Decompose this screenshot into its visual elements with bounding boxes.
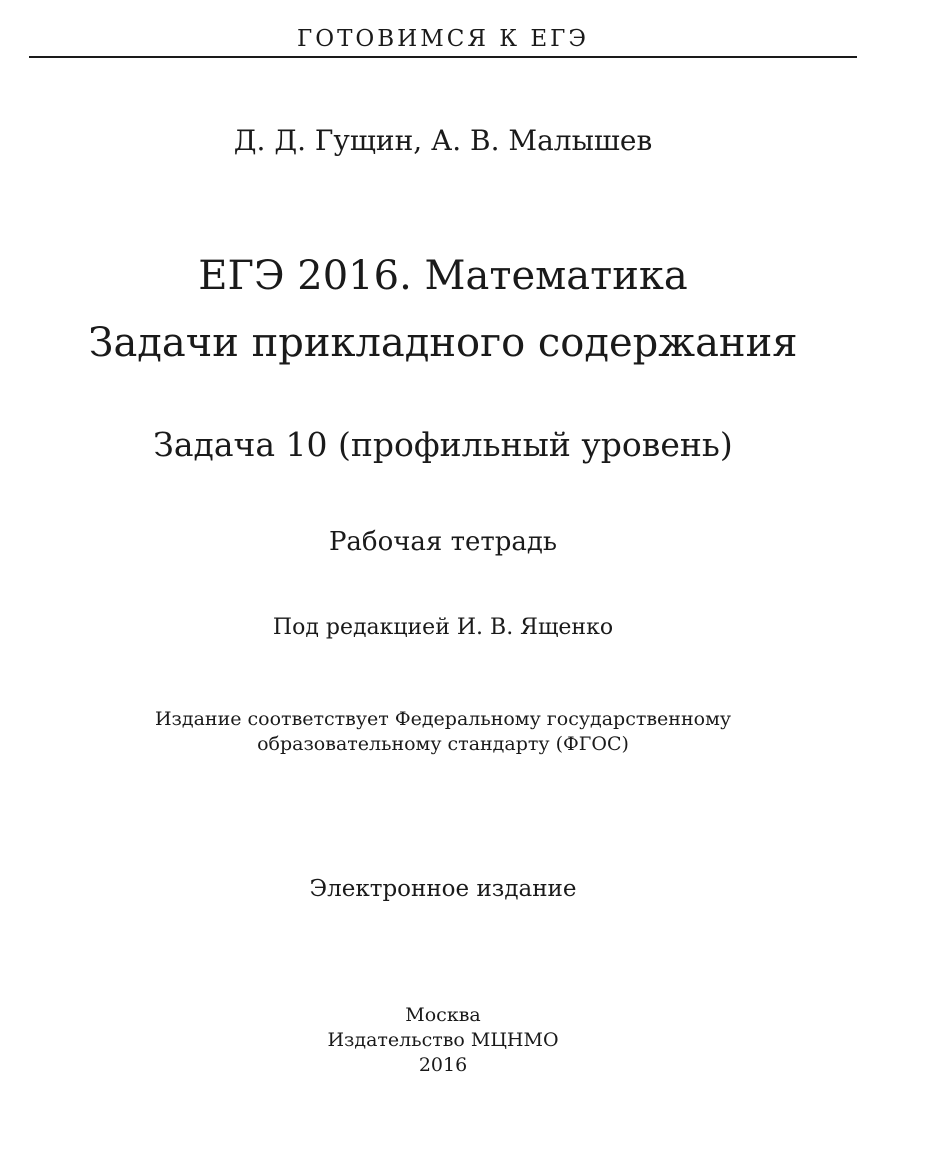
edition-label: Электронное издание <box>309 876 577 902</box>
imprint-publisher: Издательство МЦНМО <box>327 1029 559 1051</box>
book-title-line-1: ЕГЭ 2016. Математика <box>198 253 688 299</box>
editor-credit: Под редакцией И. В. Ященко <box>272 615 614 640</box>
imprint <box>0 1003 886 1078</box>
workbook-label: Рабочая тетрадь <box>328 527 558 557</box>
header-rule <box>29 56 857 58</box>
imprint-year: 2016 <box>418 1054 468 1076</box>
authors: Д. Д. Гущин, А. В. Малышев <box>233 124 653 157</box>
series-title: ГОТОВИМСЯ К ЕГЭ <box>296 26 589 52</box>
book-title-line-2: Задачи прикладного содержания <box>88 320 798 366</box>
standard-notice-line-2: образовательному стандарту (ФГОС) <box>257 733 629 755</box>
standard-notice <box>0 707 886 757</box>
imprint-city: Москва <box>405 1004 481 1026</box>
task-subtitle: Задача 10 (профильный уровень) <box>153 425 733 464</box>
standard-notice-line-1: Издание соответствует Федеральному государственному <box>154 708 732 730</box>
